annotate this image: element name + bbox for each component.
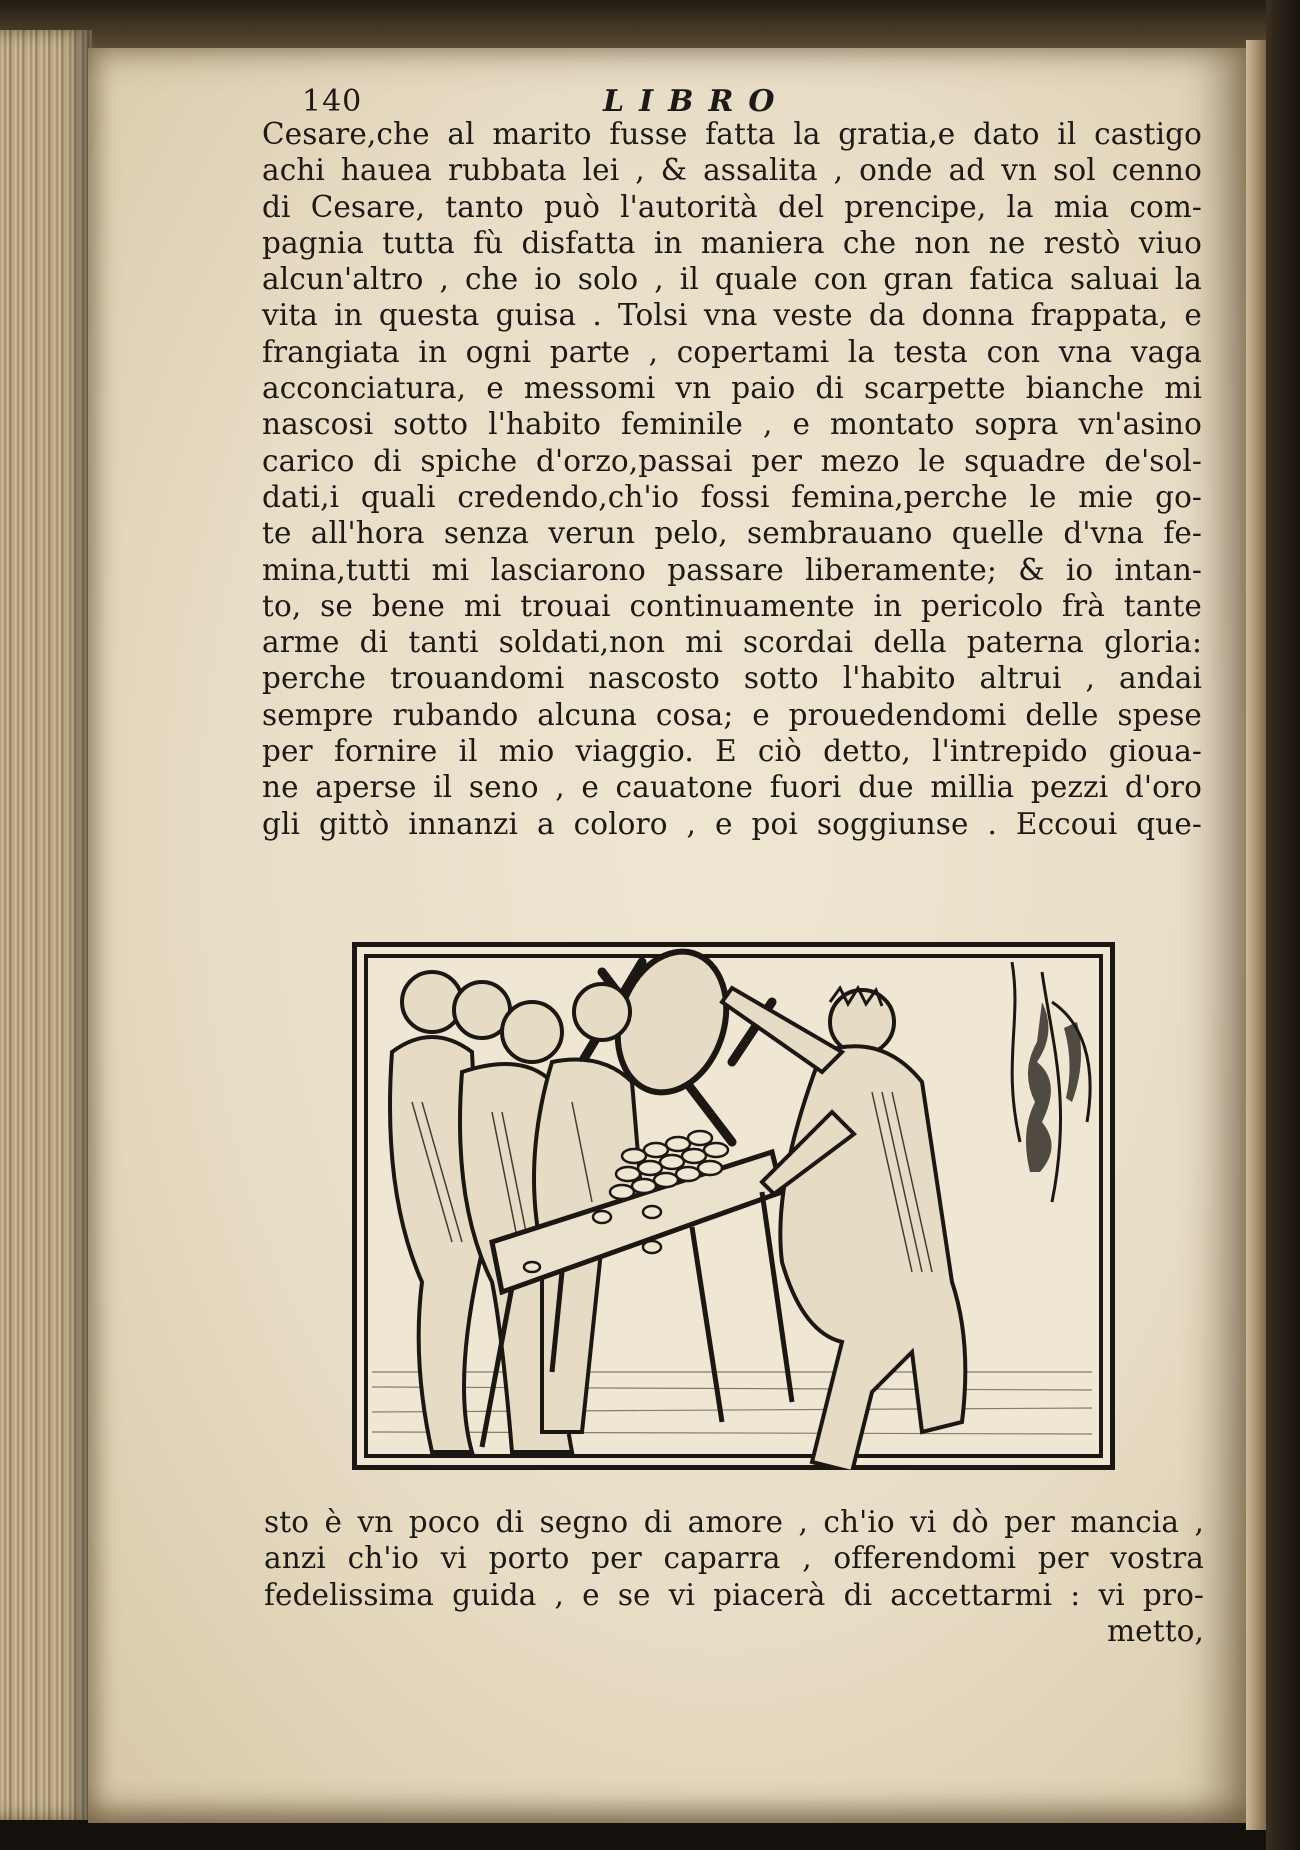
- text-line: nascosi sotto l'habito feminile , e montato sopra vn'asino: [262, 407, 1202, 442]
- page-edges: [0, 30, 92, 1820]
- page-header: [206, 84, 826, 118]
- facing-page-edge: [1246, 40, 1266, 1830]
- binding-gutter: [1266, 0, 1300, 1850]
- page-number: 140: [302, 84, 363, 119]
- text-line: dati,i quali credendo,ch'io fossi femina,perche le mie go-: [262, 479, 1202, 514]
- body-text-bottom: [264, 1504, 1204, 1649]
- text-line: anzi ch'io vi porto per caparra , offerendomi per vostra: [264, 1541, 1204, 1576]
- text-line: sempre rubando alcuna cosa; e prouedendomi delle spese: [262, 697, 1202, 732]
- text-line: sto è vn poco di segno di amore , ch'io vi dò per mancia ,: [264, 1505, 1204, 1539]
- text-line: mina,tutti mi lasciarono passare liberamente; & io intan-: [262, 552, 1202, 587]
- text-line: per fornire il mio viaggio. E ciò detto, l'intrepido gioua-: [262, 734, 1202, 769]
- text-line: di Cesare, tanto può l'autorità del prencipe, la mia com-: [262, 189, 1202, 224]
- catchword: metto,: [1107, 1613, 1204, 1648]
- text-line: carico di spiche d'orzo,passai per mezo le squadre de'sol-: [262, 443, 1202, 478]
- text-line: acconciatura, e messomi vn paio di scarpette bianche mi: [262, 371, 1202, 406]
- text-line: pagnia tutta fù disfatta in maniera che non ne restò viuo: [262, 225, 1202, 260]
- text-line: alcun'altro , che io solo , il quale con gran fatica saluai la: [262, 262, 1202, 297]
- text-line: Cesare,che al marito fusse fatta la gratia,e dato il castigo: [262, 117, 1202, 151]
- text-line: arme di tanti soldati,non mi scordai della paterna gloria:: [262, 625, 1202, 660]
- text-line: vita in questa guisa . Tolsi vna veste da donna frappata, e: [262, 298, 1202, 333]
- running-title: LIBRO: [603, 84, 790, 119]
- text-line: gli gittò innanzi a coloro , e poi soggiunse . Eccoui que-: [262, 806, 1202, 841]
- text-line: ne aperse il seno , e cauatone fuori due millia pezzi d'oro: [262, 770, 1202, 805]
- text-line: to, se bene mi trouai continuamente in pericolo frà tante: [262, 588, 1202, 623]
- body-text-top: [262, 116, 1202, 842]
- top-shadow: [0, 0, 1300, 48]
- text-line: frangiata in ogni parte , copertami la testa con vna vaga: [262, 334, 1202, 369]
- woodcut-illustration: [352, 942, 1115, 1470]
- text-line: te all'hora senza verun pelo, sembrauano quelle d'vna fe-: [262, 516, 1202, 551]
- text-line: fedelissima guida , e se vi piacerà di accettarmi : vi pro-: [264, 1577, 1204, 1612]
- text-line: achi hauea rubbata lei , & assalita , onde ad vn sol cenno: [262, 153, 1202, 188]
- woodcut-icon: [352, 942, 1115, 1470]
- text-line: perche trouandomi nascosto sotto l'habito altrui , andai: [262, 661, 1202, 696]
